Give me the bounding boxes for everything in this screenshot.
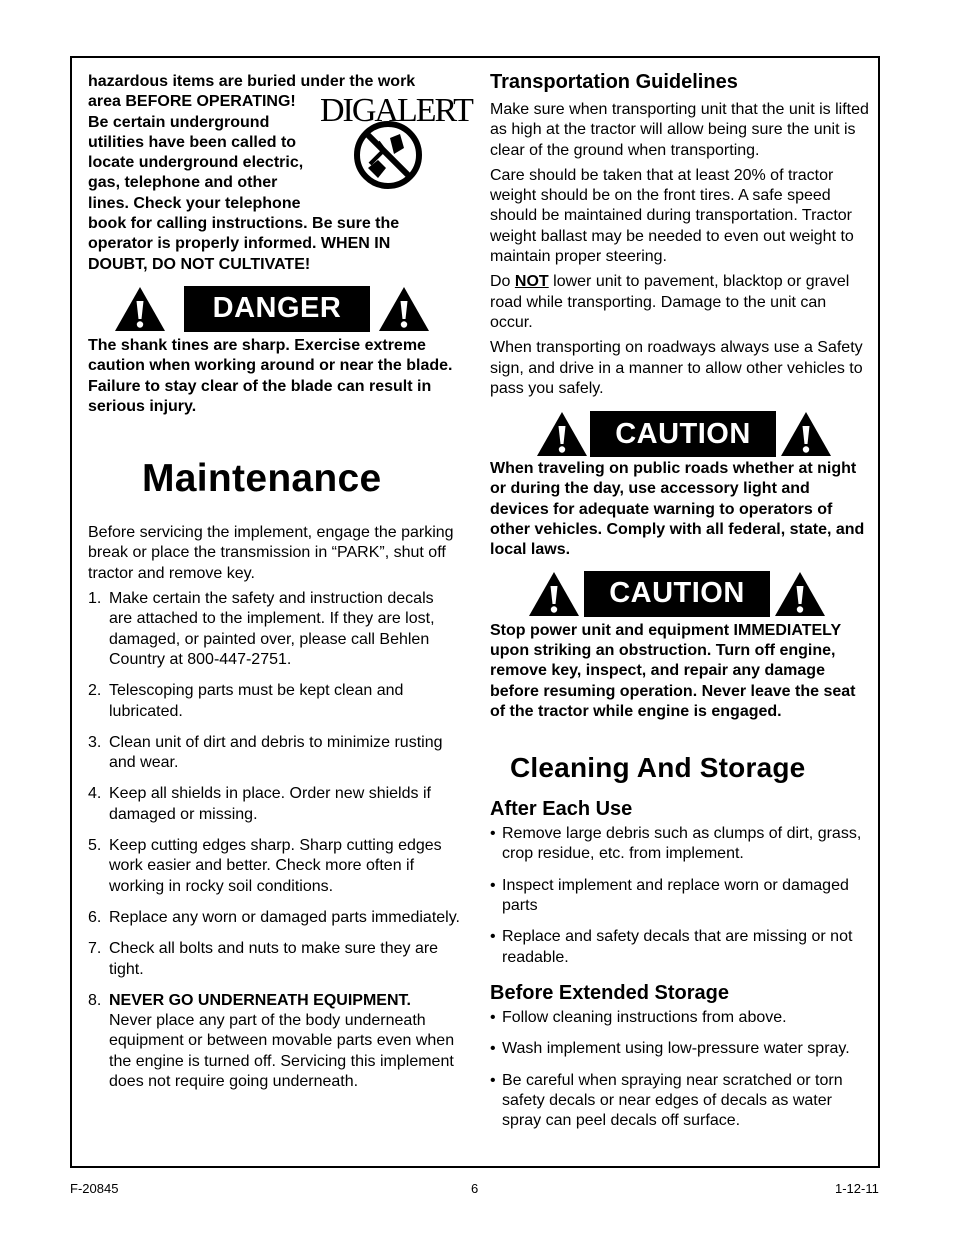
danger-banner (88, 286, 460, 334)
footer-date: 1-12-11 (835, 1181, 879, 1196)
transport-paragraph: Do NOT lower unit to pavement, blacktop or gravel road while transporting. Damage to the unit can occur. (490, 273, 850, 331)
danger-label: DANGER (184, 286, 370, 332)
list-item: 7. Check all bolts and nuts to make sure they are tight. (88, 940, 439, 978)
footer-doc-number: F-20845 (70, 1181, 119, 1196)
maintenance-steps (88, 589, 460, 1092)
transport-paragraph: Make sure when transporting unit that the unit is lifted as high at the tractor will allow being sure the unit is clear of the ground when transporting. (490, 101, 869, 159)
list-item: • Inspect implement and replace worn or damaged parts (490, 876, 849, 915)
caution-label: CAUTION (584, 571, 770, 617)
danger-text: The shank tines are sharp. Exercise extreme caution when working around or near the blade. Failure to stay clear of the blade can result in serious injury. (88, 336, 453, 415)
digalert-wordmark: DIGALERT (320, 92, 472, 129)
transport-paragraph: Care should be taken that at least 20% of tractor weight should be on the front tires. A safe speed should be maintained during transportation. Tractor weight ballast may be needed to even out weight to maintain proper steering. (490, 166, 854, 266)
warning-triangle-icon (528, 571, 580, 617)
before-extended-storage-list (490, 1008, 870, 1131)
maintenance-title: Maintenance (142, 457, 382, 501)
list-item: 4. Keep all shields in place. Order new shields if damaged or missing. (88, 785, 431, 823)
after-each-use-list (490, 824, 870, 968)
transport-heading: Transportation Guidelines (490, 71, 738, 93)
warning-triangle-icon (774, 571, 826, 617)
caution-text: Stop power unit and equipment IMMEDIATELY upon striking an obstruction. Turn off engine, remove key, inspect, and repair any damage before resuming operation. Never leave the seat of the tractor while engine is engaged. (490, 621, 856, 720)
no-digging-icon (348, 120, 428, 190)
dig-warning-text: hazardous items are buried under the work area BEFORE OPERATING! Be certain underground utilities have been called to locate underground electric, gas, telephone and other lines. Check your telephone book for calling instructions. Be sure the operator is properly informed. WHEN IN DOUBT, DO NOT CULTIVATE! (88, 73, 416, 273)
after-each-use-heading: After Each Use (490, 798, 633, 821)
left-column (88, 72, 472, 1092)
cleaning-storage-title: Cleaning And Storage (510, 752, 806, 784)
list-item: 5. Keep cutting edges sharp. Sharp cutting edges work easier and better. Check more often if working in rocky soil conditions. (88, 837, 442, 895)
transport-paragraph: When transporting on roadways always use a Safety sign, and drive in a manner to allow other vehicles to pass you safely. (490, 339, 863, 397)
list-item: 3. Clean unit of dirt and debris to minimize rusting and wear. (88, 733, 443, 772)
warning-triangle-icon (536, 411, 588, 457)
right-column (490, 68, 870, 1131)
list-item: 2. Telescoping parts must be kept clean and lubricated. (88, 682, 404, 720)
warning-triangle-icon (780, 411, 832, 457)
list-item: • Be careful when spraying near scratched or torn safety decals or near edges of decals as water spray can peel decals off surface. (490, 1071, 843, 1130)
caution-text: When traveling on public roads whether at night or during the day, use accessory light and devices for adequate warning to operators of other vehicles. Comply with all federal, state, and local laws. (490, 460, 865, 559)
maintenance-intro: Before servicing the implement, engage the parking break or place the transmission in “PARK”, shut off tractor and remove key. (88, 524, 454, 582)
before-extended-storage-heading: Before Extended Storage (490, 981, 729, 1004)
caution-label: CAUTION (590, 411, 776, 457)
list-item: • Wash implement using low-pressure water spray. (490, 1040, 850, 1058)
not-emphasis: NOT (514, 273, 549, 291)
caution-banner (490, 411, 870, 459)
list-item: • Follow cleaning instructions from above. (490, 1008, 787, 1026)
warning-triangle-icon (378, 286, 430, 332)
dig-warning (88, 72, 472, 275)
list-item: 8. NEVER GO UNDERNEATH EQUIPMENT. Never place any part of the body underneath equipment or between movable parts even when the engine is turned off. Servicing this implement does not require going underneath. (88, 991, 455, 1090)
warning-triangle-icon (114, 286, 166, 332)
list-item: 1. Make certain the safety and instruction decals are attached to the implement. If they are lost, damaged, or painted over, please call Behlen Country at 800-447-2751. (88, 590, 435, 668)
list-item: • Remove large debris such as clumps of dirt, grass, crop residue, etc. from implement. (490, 825, 862, 863)
footer-page-number: 6 (471, 1181, 479, 1196)
caution-banner (490, 571, 870, 619)
list-item: • Replace and safety decals that are missing or not readable. (490, 928, 853, 966)
step8-bold: NEVER GO UNDERNEATH EQUIPMENT. (109, 991, 411, 1009)
list-item: 6. Replace any worn or damaged parts immediately. (88, 908, 460, 926)
digalert-logo (320, 92, 472, 194)
